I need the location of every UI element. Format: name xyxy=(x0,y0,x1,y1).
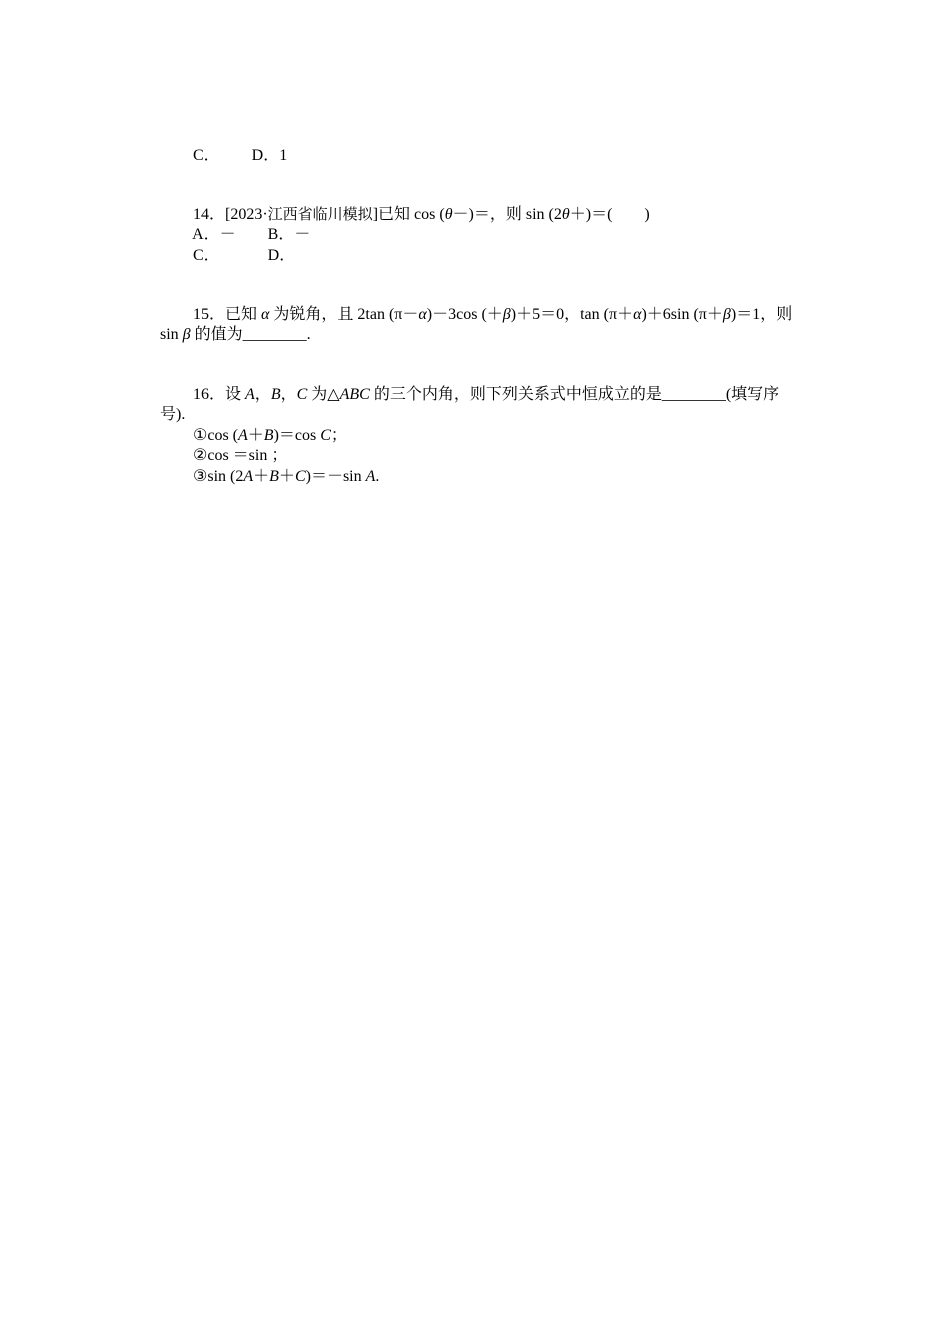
q14-stem-text: －)＝，则 sin (2 xyxy=(452,206,562,223)
q15-text: )＋6sin (π＋ xyxy=(641,306,723,323)
q15-text: )＝1，则 xyxy=(730,306,793,323)
q16-text: ＋ xyxy=(253,468,270,485)
q16-var: A xyxy=(245,386,255,403)
q16-text: . xyxy=(375,468,380,485)
q14-source: 江西省临川模拟 xyxy=(267,207,373,223)
q16-text: 号). xyxy=(160,406,186,423)
q15-beta: β xyxy=(722,306,731,323)
q15-beta: β xyxy=(182,326,191,343)
q16-text: ③sin (2 xyxy=(193,468,244,485)
q14-number: 14．[2023· xyxy=(193,206,268,223)
q16-text: ＋ xyxy=(278,468,295,485)
q15-text: sin xyxy=(160,326,183,343)
q16-var: C xyxy=(296,386,308,403)
q15-alpha: α xyxy=(633,306,642,323)
q16-var: A xyxy=(238,427,248,444)
q15-answer-blank: 的值为________. xyxy=(190,326,311,343)
q13-options-cd xyxy=(177,126,287,186)
q16-var: B xyxy=(269,468,279,485)
q13-options-cd-text: C． D．1 xyxy=(193,147,288,164)
q15-text: 为锐角，且 2tan (π－ xyxy=(269,306,419,323)
q16-text: )＝cos xyxy=(273,427,321,444)
q16-var: A xyxy=(243,468,254,485)
q16-text: 为△ xyxy=(307,386,340,403)
q16-var: ABC xyxy=(339,386,370,403)
q14-options-cd-text: C． D． xyxy=(193,247,296,264)
q15-text: 15．已知 xyxy=(193,306,262,323)
q15-alpha: α xyxy=(418,306,427,323)
q16-var: C xyxy=(320,427,331,444)
q16-text: ； xyxy=(330,427,347,444)
q14-theta: θ xyxy=(444,206,453,223)
q16-var: B xyxy=(270,386,281,403)
q15-text: )＋5＝0，tan (π＋ xyxy=(510,306,634,323)
q16-item-3 xyxy=(177,447,379,507)
q15-text: )－3cos (＋ xyxy=(426,306,503,323)
q15-beta: β xyxy=(502,306,511,323)
q14-stem-text: ＋)＝( ) xyxy=(569,206,650,223)
q15-alpha: α xyxy=(261,306,270,323)
q16-text: 16．设 xyxy=(193,386,246,403)
q16-var: A xyxy=(365,468,376,485)
q16-text: ， xyxy=(280,386,297,403)
q14-options-cd xyxy=(177,226,295,286)
q16-var: B xyxy=(263,427,274,444)
q14-stem-text: ]已知 cos ( xyxy=(372,206,445,223)
q14-theta: θ xyxy=(561,206,570,223)
q16-text: ②cos ＝sin ； xyxy=(193,447,288,464)
q14-options-ab-text: A．－ B．－ xyxy=(192,226,311,243)
q16-text: ， xyxy=(254,386,271,403)
q16-text: )＝－sin xyxy=(305,468,366,485)
q16-var: C xyxy=(294,468,306,485)
q16-text: 的三个内角，则下列关系式中恒成立的是________(填写序 xyxy=(369,386,780,403)
q15-stem-continued xyxy=(144,305,311,365)
q16-text: ①cos ( xyxy=(193,427,238,444)
q16-text: ＋ xyxy=(247,427,264,444)
